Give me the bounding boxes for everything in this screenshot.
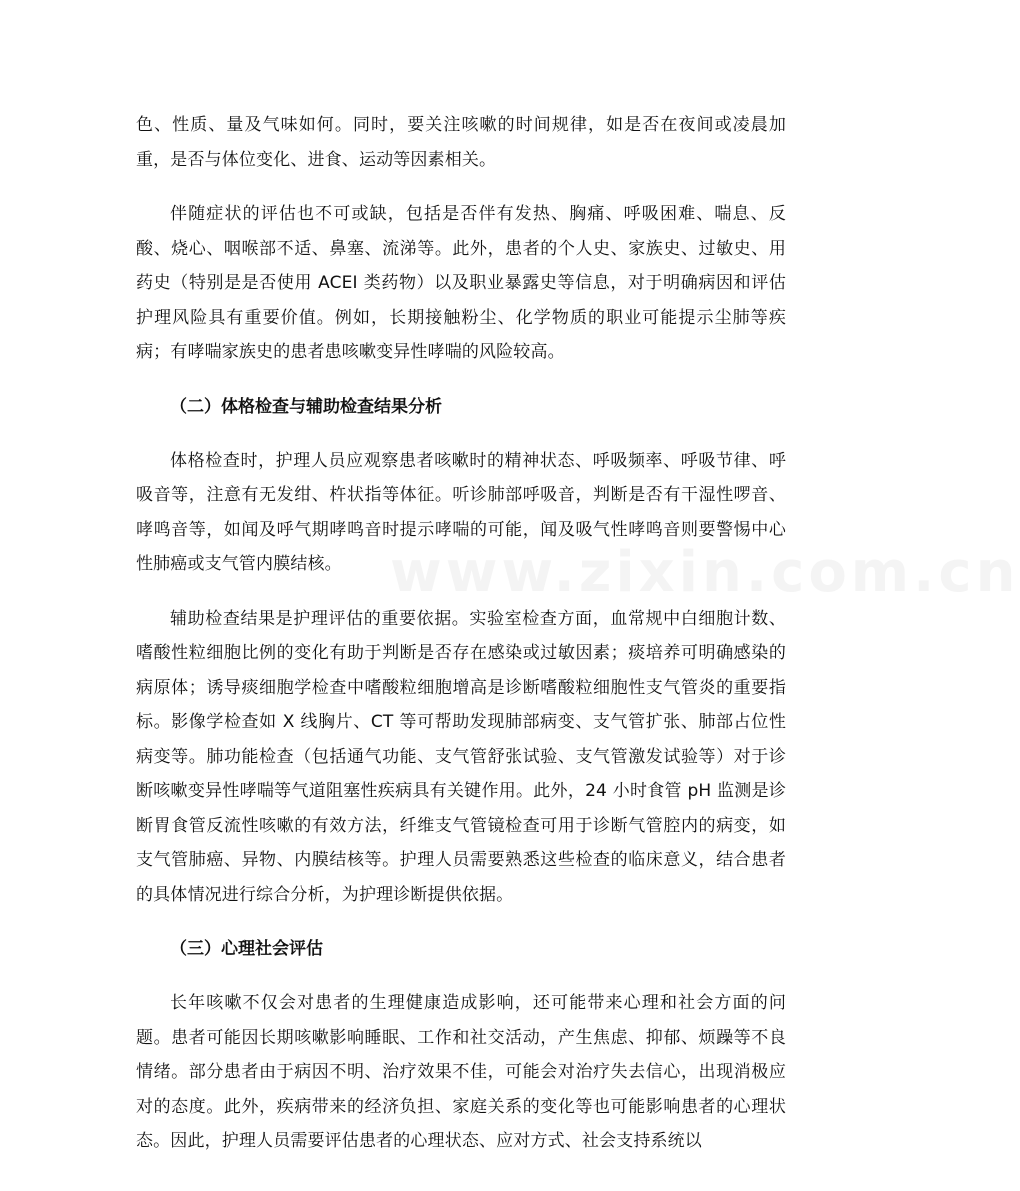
watermark: www.zixin.com.cn <box>390 540 1020 605</box>
paragraph-auxiliary-exam: 辅助检查结果是护理评估的重要依据。实验室检查方面，血常规中白细胞计数、嗜酸性粒细胞比例的变化有助于判断是否存在感染或过敏因素；痰培养可明确感染的病原体；诱导痰细胞学检查中嗜酸粒细胞增高是诊断嗜酸粒细胞性支气管炎的重要指标。影像学检查如 X 线胸片、CT 等可帮助发现肺部病变、支气管扩张、肺部占位性病变等。肺功能检查（包括通气功能、支气管舒张试验、支气管激发试验等）对于诊断咳嗽变异性哮喘等气道阻塞性疾病具有关键作用。此外，24 小时食管 pH 监测是诊断胃食管反流性咳嗽的有效方法，纤维支气管镜检查可用于诊断气管腔内的病变，如支气管肺癌、异物、内膜结核等。护理人员需要熟悉这些检查的临床意义，结合患者的具体情况进行综合分析，为护理诊断提供依据。 <box>136 608 786 905</box>
paragraph-cough-characteristics: 色、性质、量及气味如何。同时，要关注咳嗽的时间规律，如是否在夜间或凌晨加重，是否与体位变化、进食、运动等因素相关。 <box>136 115 786 170</box>
paragraph-physical-exam: 体格检查时，护理人员应观察患者咳嗽时的精神状态、呼吸频率、呼吸节律、呼吸音等，注意有无发绀、杵状指等体征。听诊肺部呼吸音，判断是否有干湿性啰音、哮鸣音等，如闻及呼气期哮鸣音时提示哮喘的可能，闻及吸气性哮鸣音则要警惕中心性肺癌或支气管内膜结核。 <box>136 450 786 574</box>
paragraph-psychosocial: 长年咳嗽不仅会对患者的生理健康造成影响，还可能带来心理和社会方面的问题。患者可能因长期咳嗽影响睡眠、工作和社交活动，产生焦虑、抑郁、烦躁等不良情绪。部分患者由于病因不明、治疗效果不佳，可能会对治疗失去信心，出现消极应对的态度。此外，疾病带来的经济负担、家庭关系的变化等也可能影响患者的心理状态。因此，护理人员需要评估患者的心理状态、应对方式、社会支持系统以 <box>136 993 786 1151</box>
section-heading-psychosocial: （三）心理社会评估 <box>170 939 323 959</box>
document-body <box>136 108 786 1179</box>
paragraph-accompanying-symptoms: 伴随症状的评估也不可或缺，包括是否伴有发热、胸痛、呼吸困难、喘息、反酸、烧心、咽喉部不适、鼻塞、流涕等。此外，患者的个人史、家族史、过敏史、用药史（特别是是否使用 ACEI 类药物）以及职业暴露史等信息，对于明确病因和评估护理风险具有重要价值。例如，长期接触粉尘、化学物质的职业可能提示尘肺等疾病；有哮喘家族史的患者患咳嗽变异性哮喘的风险较高。 <box>136 204 786 362</box>
section-heading-physical-exam: （二）体格检查与辅助检查结果分析 <box>170 396 442 417</box>
